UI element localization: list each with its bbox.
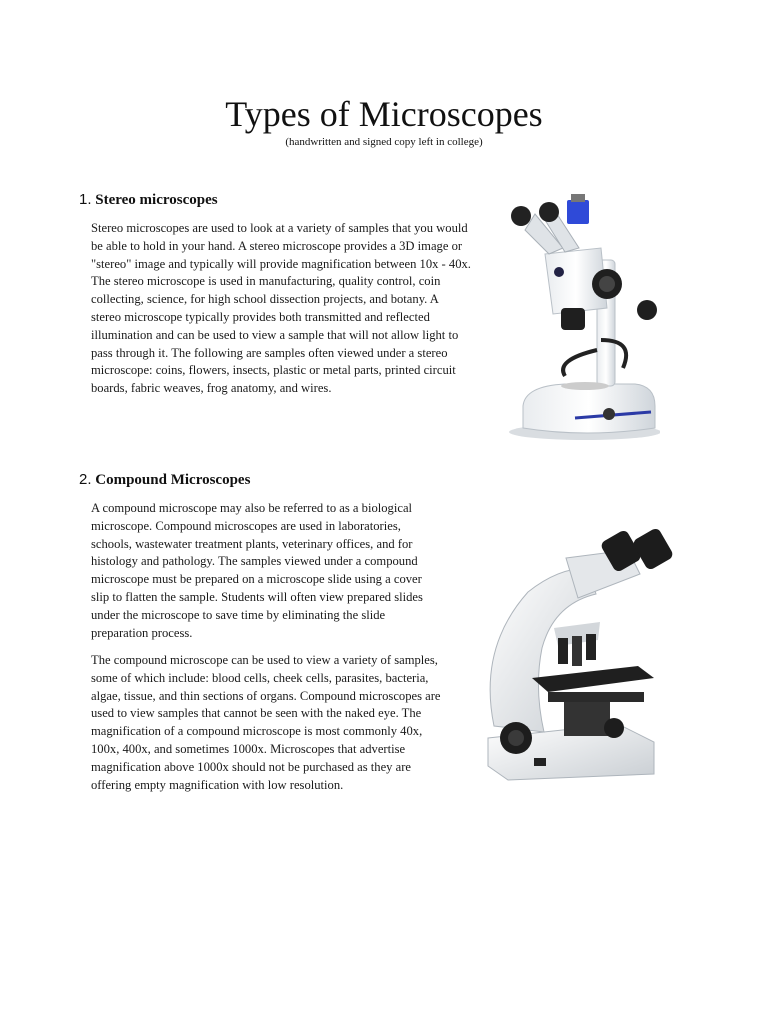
page-subtitle: (handwritten and signed copy left in college): [285, 136, 483, 148]
compound-paragraph-1: A compound microscope may also be referred to as a biological microscope. Compound microscopes are used in laboratories, schools, wastewater treatment plants, veterinary offices, and for histology and pathology. The samples viewed under a compound microscope must be prepared on a microscope slide using a cover slip to flatten the sample. Students will often view prepared slides under the microscope to save time by eliminating the slide preparation process.: [91, 501, 423, 640]
compound-microscope-image: [468, 528, 693, 783]
section-title: Compound Microscopes: [95, 472, 251, 488]
compound-paragraph-2: The compound microscope can be used to view a variety of samples, some of which include: blood cells, cheek cells, parasites, bacteria, algae, tissue, and thin sections of organs. Compound microscopes are used to view samples that cannot be seen with the naked eye. The magnification of a compound microscope is most commonly 40x, 100x, 400x, and sometimes 1000x. Microscopes that advertise magnification above 1000x should not be purchased as they are offering empty magnification with low resolution.: [91, 653, 441, 792]
section-number: 2.: [79, 471, 92, 488]
page-title: Types of Microscopes: [225, 94, 543, 134]
section-title: Stereo microscopes: [95, 192, 218, 208]
section-heading-stereo: [79, 190, 218, 210]
stereo-paragraph: Stereo microscopes are used to look at a variety of samples that you would be able to hold in your hand. A stereo microscope provides a 3D image or "stereo" image and typically will provide magnification between 10x - 40x. The stereo microscope is used in manufacturing, quality control, coin collecting, science, for high school dissection projects, and botany. A stereo microscope typically provides both transmitted and reflected illumination and can be used to view a sample that will not allow light to pass through it. The following are samples often viewed under a stereo microscope: coins, flowers, insects, plastic or metal parts, printed circuit boards, fabric weaves, frog anatomy, and wires.: [91, 221, 471, 396]
stereo-microscope-image: [505, 190, 660, 446]
section-number: 1.: [79, 191, 92, 208]
section-heading-compound: [79, 470, 250, 490]
